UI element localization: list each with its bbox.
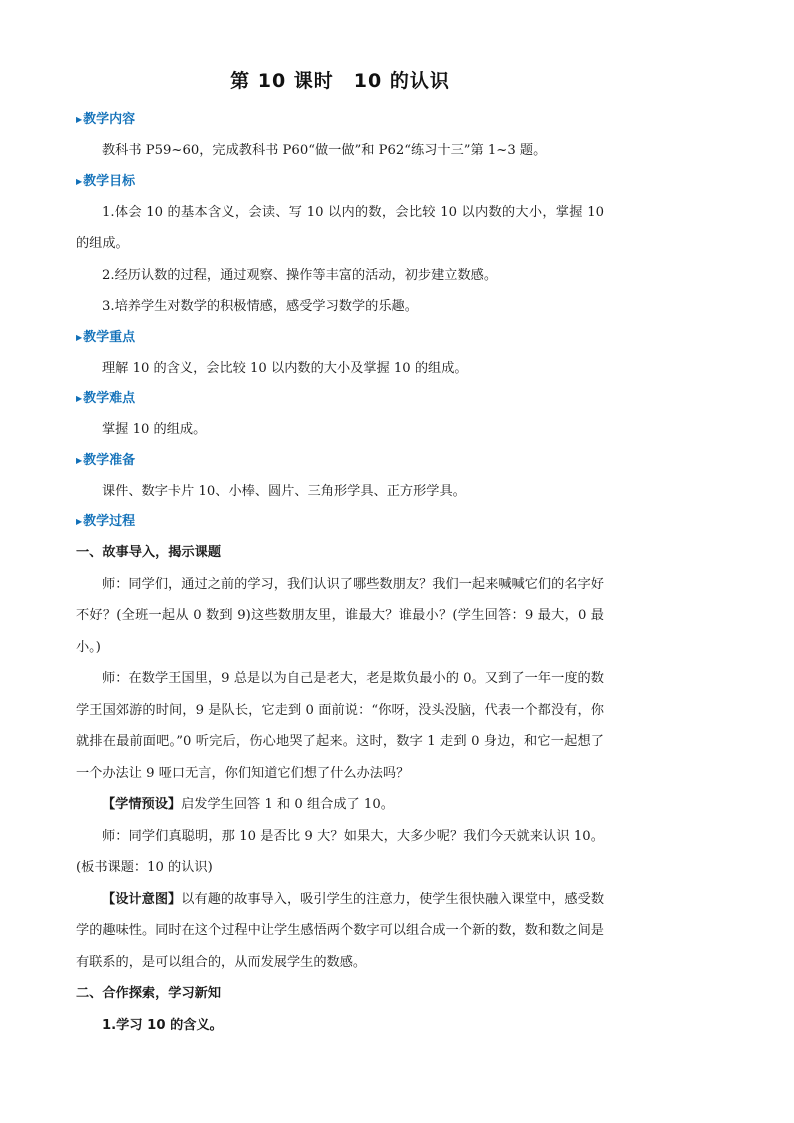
section-heading-preparation: ▶教学准备 [76,452,136,468]
difficulties-text: 掌握 10 的组成。 [102,422,207,437]
paragraph: 师：在数学王国里，9 总是以为自己是老大，老是欺负最小的 0。又到了一年一度的数学王国郊游的时间，9 是队长，它走到 0 面前说：“你呀，没头没脑，代表一个都没有，你就排在最前面吧。”0 听完后，伤心地哭了起来。这时，数字 1 走到 0 身边，和它一起想了一个办法让 9 哑口无言，你们知道它们想了什么办法吗？ [76,671,604,781]
design-tag: 【设计意图】 [102,891,182,907]
paragraph: 师：同学们真聪明，那 10 是否比 9 大？如果大，大多少呢？我们今天就来认识 10。(板书课题：10 的认识) [76,828,604,875]
triangle-right-icon: ▶ [76,332,83,342]
lesson-number: 第 10 课时 [230,70,334,92]
part-title: 一、故事导入，揭示课题 [76,545,222,560]
paragraph: 师：同学们，通过之前的学习，我们认识了哪些数朋友？我们一起来喊喊它们的名字好不好？(全班一起从 0 数到 9)这些数朋友里，谁最大？谁最小？(学生回答：9 最大，0 最小。) [76,576,604,655]
triangle-right-icon: ▶ [76,517,83,526]
triangle-right-icon: ▶ [76,455,83,465]
preparation-text: 课件、数字卡片 10、小棒、圆片、三角形学具、正方形学具。 [102,483,466,499]
preset-text: 启发学生回答 1 和 0 组合成了 10。 [181,797,394,812]
preset-tag: 【学情预设】 [102,797,182,812]
lesson-topic: 10 的认识 [353,70,450,92]
section-heading-content: ▶教学内容 [76,112,136,127]
sub-title: 1.学习 10 的含义。 [102,1017,223,1033]
content-text: 教科书 P59~60，完成教科书 P60“做一做”和 P62“练习十三”第 1~3 题。 [102,143,547,158]
triangle-right-icon: ▶ [76,394,83,403]
design-paragraph [76,884,604,979]
section-heading-process: ▶教学过程 [76,514,136,529]
triangle-right-icon: ▶ [76,115,83,124]
section-heading-goals: ▶教学目标 [76,173,136,189]
design-text: 以有趣的故事导入，吸引学生的注意力，使学生很快融入课堂中，感受数学的趣味性。同时在这个过程中让学生感悟两个数字可以组合成一个新的数，数和数之间是有联系的，是可以组合的，从而发展学生的数感。 [76,891,605,970]
goal-item: 3.培养学生对数学的积极情感，感受学习数学的乐趣。 [102,299,418,314]
part-title: 二、合作探索，学习新知 [76,986,222,1001]
goal-item: 1.体会 10 的基本含义，会读、写 10 以内的数，会比较 10 以内数的大小，掌握 10 的组成。 [76,204,604,251]
preset-paragraph [76,789,604,821]
page-title [76,66,604,93]
triangle-right-icon: ▶ [76,176,83,186]
section-heading-difficulties: ▶教学难点 [76,391,136,406]
key-points-text: 理解 10 的含义，会比较 10 以内数的大小及掌握 10 的组成。 [102,360,468,376]
section-heading-key-points: ▶教学重点 [76,329,136,345]
goal-item: 2.经历认数的过程，通过观察、操作等丰富的活动，初步建立数感。 [102,267,498,283]
